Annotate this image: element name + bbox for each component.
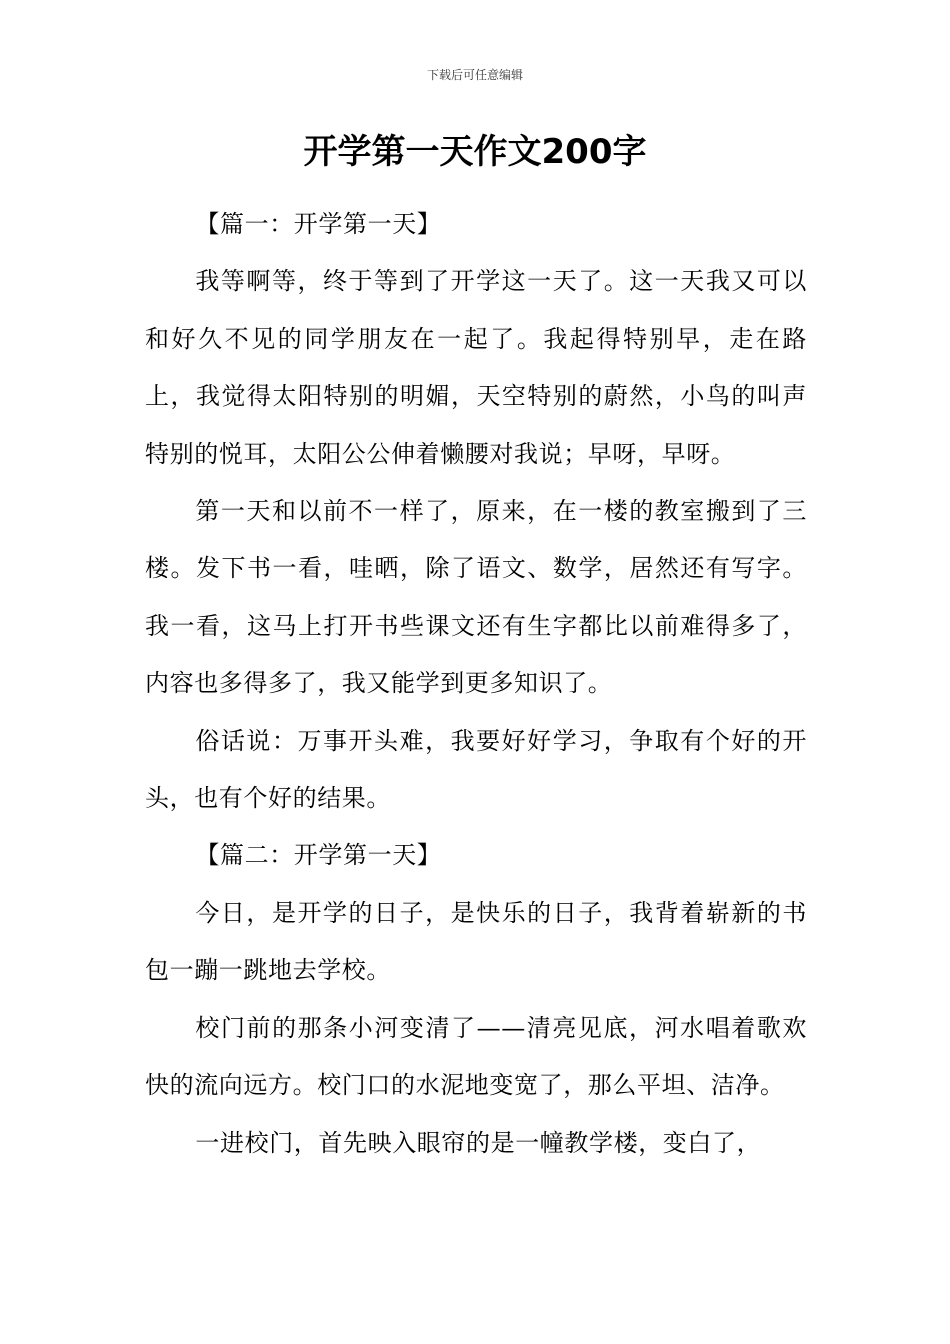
document-body (145, 196, 807, 1172)
section-heading: 【篇二：开学第一天】 (195, 841, 442, 870)
paragraph: 第一天和以前不一样了，原来，在一楼的教室搬到了三楼。发下书一看，哇晒，除了语文、数学，居然还有写字。我一看，这马上打开书些课文还有生字都比以前难得多了，内容也多得多了，我又能学到更多知识了。 (145, 497, 807, 698)
paragraph: 俗话说：万事开头难，我要好好学习，争取有个好的开头，也有个好的结果。 (145, 726, 807, 813)
paragraph: 今日，是开学的日子，是快乐的日子，我背着崭新的书包一蹦一跳地去学校。 (145, 898, 807, 985)
paragraph: 一进校门，首先映入眼帘的是一幢教学楼，变白了， (195, 1128, 762, 1157)
document-title: 开学第一天作文200字 (303, 132, 647, 172)
paragraph: 校门前的那条小河变清了——清亮见底，河水唱着歌欢快的流向远方。校门口的水泥地变宽了，那么平坦、洁净。 (145, 1013, 807, 1100)
section-heading: 【篇一：开学第一天】 (195, 210, 442, 238)
header-note: 下载后可任意编辑 (426, 68, 523, 82)
paragraph: 我等啊等，终于等到了开学这一天了。这一天我又可以和好久不见的同学朋友在一起了。我起得特别早，走在路上，我觉得太阳特别的明媚，天空特别的蔚然，小鸟的叫声特别的悦耳，太阳公公伸着懒腰对我说；早呀，早呀。 (145, 267, 807, 468)
